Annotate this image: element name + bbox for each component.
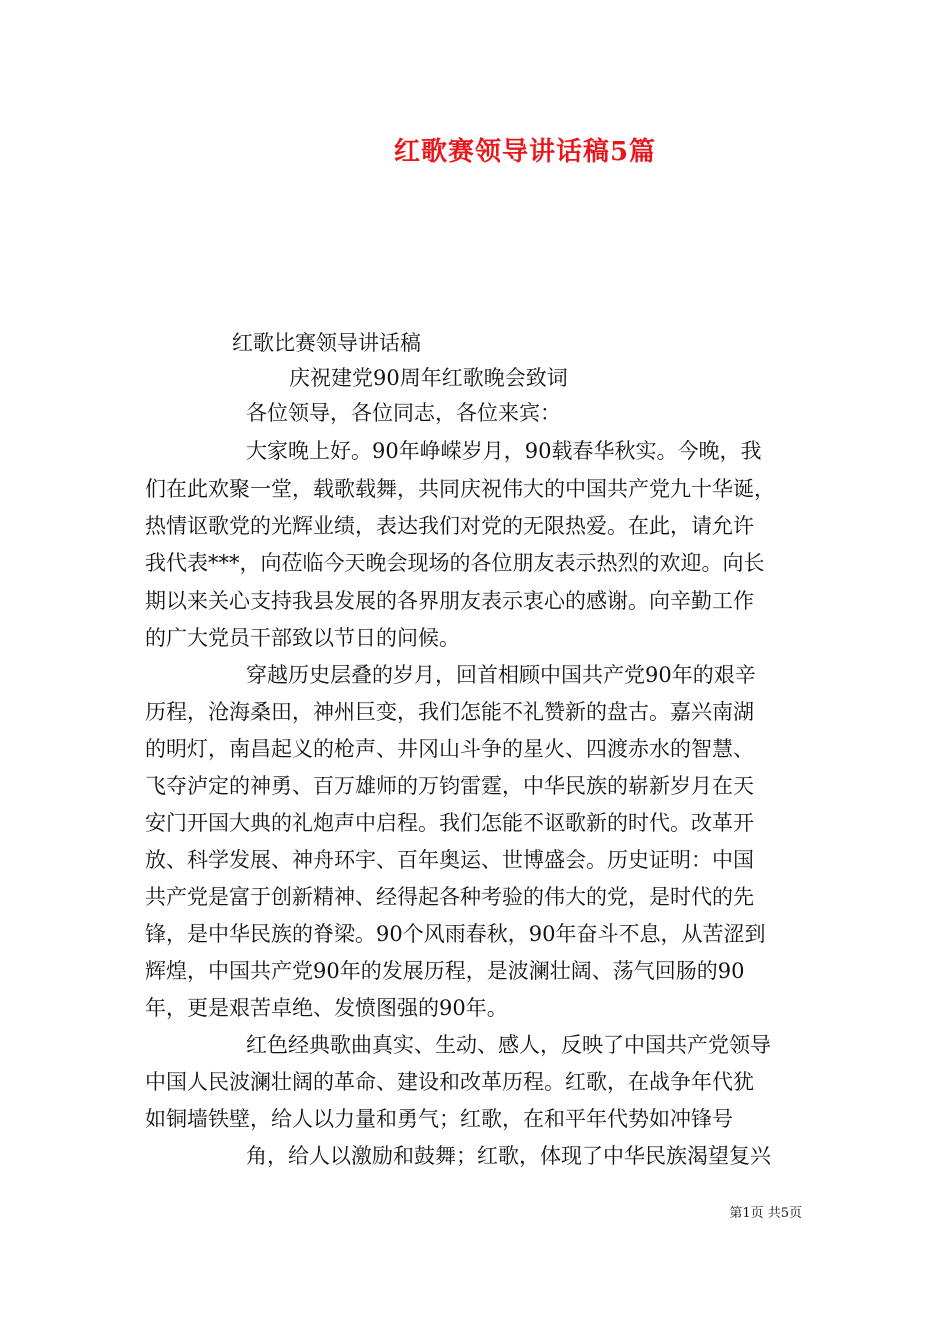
body-line: 中国人民波澜壮阔的革命、建设和改革历程。红歌，在战争年代犹 [145, 1070, 754, 1094]
body-line: 穿越历史层叠的岁月，回首相顾中国共产党90年的艰辛 [246, 663, 756, 687]
body-line: 大家晚上好。90年峥嵘岁月，90载春华秋实。今晚，我 [246, 439, 762, 463]
body-line: 角，给人以激励和鼓舞；红歌，体现了中华民族渴望复兴 [246, 1144, 771, 1168]
body-line: 的明灯，南昌起义的枪声、井冈山斗争的星火、四渡赤水的智慧、 [145, 737, 754, 761]
body-line: 共产党是富于创新精神、经得起各种考验的伟大的党，是时代的先 [145, 885, 754, 909]
body-line: 飞夺泸定的神勇、百万雄师的万钧雷霆，中华民族的崭新岁月在天 [145, 774, 754, 798]
body-line: 的广大党员干部致以节日的问候。 [145, 626, 460, 650]
body-line: 安门开国大典的礼炮声中启程。我们怎能不讴歌新的时代。改革开 [145, 811, 754, 835]
body-line: 期以来关心支持我县发展的各界朋友表示衷心的感谢。向辛勤工作 [145, 589, 754, 613]
body-line: 年，更是艰苦卓绝、发愤图强的90年。 [145, 996, 508, 1020]
body-line: 红色经典歌曲真实、生动、感人，反映了中国共产党领导 [246, 1033, 771, 1057]
body-line: 热情讴歌党的光辉业绩，表达我们对党的无限热爱。在此，请允许 [145, 514, 754, 538]
salutation: 各位领导，各位同志，各位来宾： [246, 401, 561, 425]
body-line: 历程，沧海桑田，神州巨变，我们怎能不礼赞新的盘古。嘉兴南湖 [145, 700, 754, 724]
subtitle: 红歌比赛领导讲话稿 [232, 331, 421, 355]
body-line: 放、科学发展、神舟环宇、百年奥运、世博盛会。历史证明：中国 [145, 848, 754, 872]
page-number-footer: 第1页 共5页 [729, 1206, 802, 1221]
body-line: 辉煌，中国共产党90年的发展历程，是波澜壮阔、荡气回肠的90 [145, 959, 745, 983]
body-line: 锋，是中华民族的脊梁。90个风雨春秋，90年奋斗不息，从苦涩到 [145, 922, 766, 946]
body-line: 们在此欢聚一堂，载歌载舞，共同庆祝伟大的中国共产党九十华诞， [145, 477, 775, 501]
body-line: 我代表***，向莅临今天晚会现场的各位朋友表示热烈的欢迎。向长 [145, 551, 765, 575]
speech-heading: 庆祝建党90周年红歌晚会致词 [289, 366, 568, 390]
document-title: 红歌赛领导讲话稿5篇 [393, 137, 657, 167]
body-line: 如铜墙铁壁，给人以力量和勇气；红歌，在和平年代势如冲锋号 [145, 1107, 733, 1131]
